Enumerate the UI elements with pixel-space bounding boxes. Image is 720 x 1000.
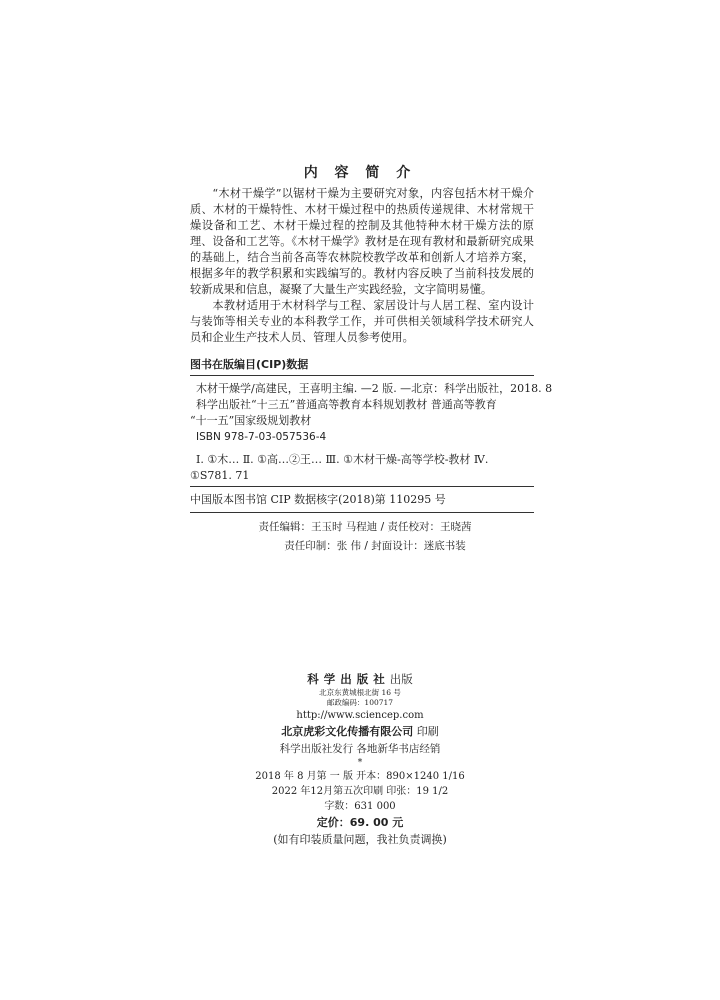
printer-name: 北京虎彩文化传播有限公司	[281, 725, 414, 738]
cip-isbn: ISBN 978-7-03-057536-4	[196, 431, 327, 443]
cip-series-line: 科学出版社“十三五”普通高等教育本科规划教材 普通高等教育	[196, 398, 497, 411]
summary-paragraph-2: 本教材适用于木材科学与工程、家居设计与人居工程、室内设计与装饰等相关专业的本科教学工作，并可供相关领域科学技术研究人员和企业生产技术人员、管理人员参考使用。	[190, 299, 534, 344]
cip-classification-line-2: ①S781. 71	[190, 469, 250, 482]
cip-record	[190, 381, 553, 445]
publisher-suffix: 出版	[389, 672, 413, 686]
cip-heading: 图书在版编目(CIP)数据	[190, 358, 309, 371]
publisher-address: 北京东黄城根北街 16 号	[319, 688, 401, 697]
cip-classification	[190, 452, 540, 484]
summary-body	[190, 186, 534, 346]
printing-line: 2022 年12月第五次印刷 印张：19 1/2	[271, 786, 449, 797]
separator-asterisk: *	[357, 758, 363, 768]
editor-credits: 责任编辑：王玉时 马程迪 / 责任校对：王晓茜	[258, 521, 472, 533]
edition-line: 2018 年 8 月第 一 版 开本：890×1240 1/16	[255, 771, 465, 782]
summary-paragraph-1: “木材干燥学”以锯材干燥为主要研究对象，内容包括木材干燥介质、木材的干燥特性、木材干燥过程中的热质传递规律、木材常规干燥设备和工艺、木材干燥过程的控制及其他特种木材干燥方法的原理、设备和工艺等。《木材干燥学》教材是在现有教材和最新研究成果的基础上，结合当前各高等农林院校教学改革和创新人才培养方案，根据多年的教学积累和实践编写的。教材内容反映了当前科技发展的较新成果和信息，凝聚了大量生产实践经验，文字简明易懂。	[190, 187, 534, 296]
cip-record-number: 中国版本图书馆 CIP 数据核字(2018)第 110295 号	[190, 493, 446, 506]
publisher-name: 科学出版社	[307, 672, 390, 686]
colophon	[0, 671, 720, 848]
publisher-url: http://www.sciencep.com	[296, 710, 424, 721]
price: 定价：69. 00 元	[316, 816, 404, 829]
quality-note: (如有印装质量问题，我社负责调换)	[273, 833, 447, 846]
printer-line	[0, 723, 720, 741]
publisher-line	[0, 671, 720, 688]
distribution-line: 科学出版社发行 各地新华书店经销	[279, 743, 441, 755]
cip-series-line-2: “十一五”国家级规划教材	[190, 414, 312, 427]
summary-title: 内 容 简 介	[303, 165, 417, 181]
cip-middle-rule	[190, 486, 534, 487]
production-credits: 责任印制：张 伟 / 封面设计：迷底书装	[284, 540, 466, 552]
cip-title-line: 木材干燥学/高建民，王喜明主编. —2 版. —北京：科学出版社，2018. 8	[196, 382, 553, 395]
printer-suffix: 印刷	[416, 725, 439, 738]
publisher-postcode: 邮政编码：100717	[326, 698, 394, 707]
word-count: 字数：631 000	[324, 801, 396, 812]
cip-bottom-rule	[190, 512, 534, 513]
cip-classification-line-1: Ⅰ. ①木… Ⅱ. ①高…②王… Ⅲ. ①木材干燥-高等学校-教材 Ⅳ.	[196, 453, 489, 466]
cip-top-rule	[190, 375, 534, 376]
